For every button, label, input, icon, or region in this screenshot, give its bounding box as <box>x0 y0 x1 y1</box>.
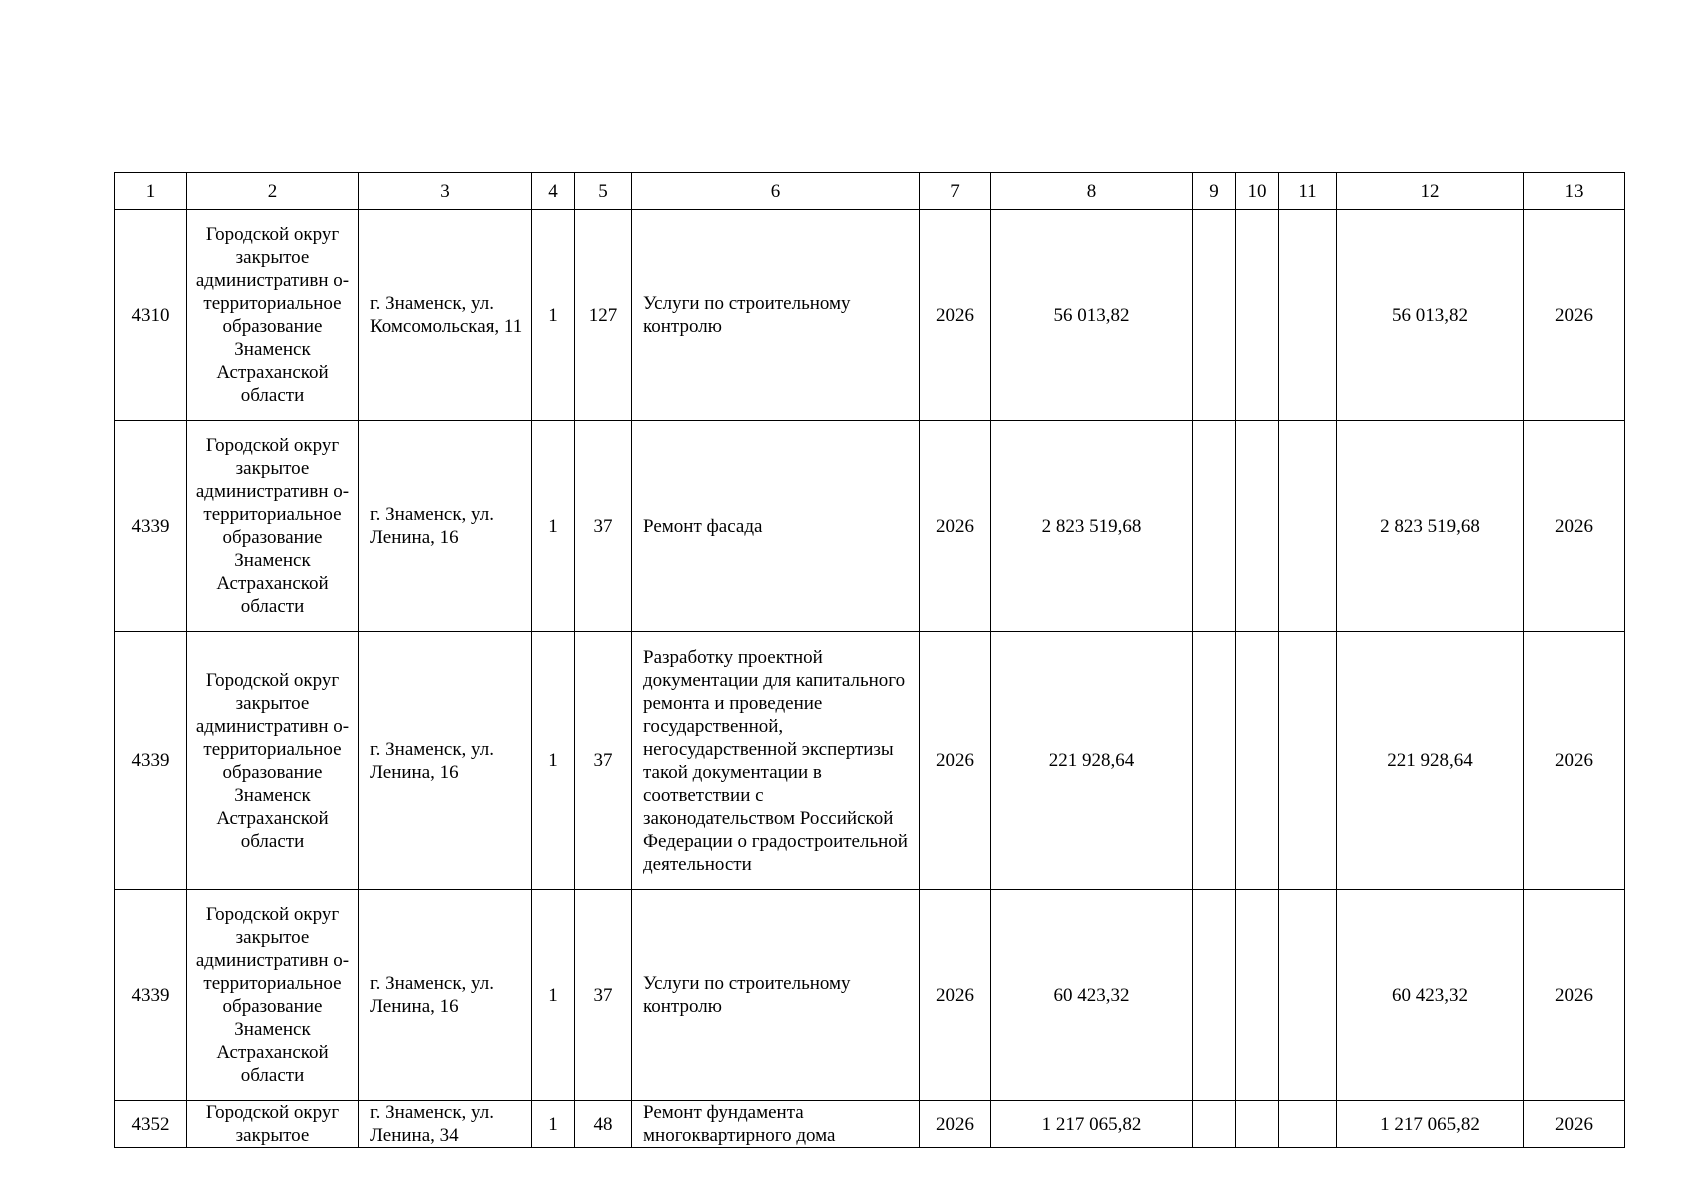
cell-id: 4339 <box>115 632 187 890</box>
cell-year-end: 2026 <box>1524 890 1625 1101</box>
cell-cost: 56 013,82 <box>991 210 1193 421</box>
cell-cost: 2 823 519,68 <box>991 421 1193 632</box>
cell-year: 2026 <box>920 890 991 1101</box>
cell-address: г. Знаменск, ул. Ленина, 16 <box>359 890 532 1101</box>
col-header-11: 11 <box>1279 173 1337 210</box>
col-header-6: 6 <box>632 173 920 210</box>
cell-cost: 221 928,64 <box>991 632 1193 890</box>
col-header-9: 9 <box>1193 173 1236 210</box>
cell-col11 <box>1279 421 1337 632</box>
cell-col5: 37 <box>575 632 632 890</box>
cell-cost: 60 423,32 <box>991 890 1193 1101</box>
cell-col9 <box>1193 1101 1236 1148</box>
cell-col9 <box>1193 421 1236 632</box>
cell-col10 <box>1236 421 1279 632</box>
cell-year-end: 2026 <box>1524 1101 1625 1148</box>
cell-municipality: Городской округ закрытое административн о-территориальное образование Знаменск Астраханской области <box>187 632 359 890</box>
col-header-10: 10 <box>1236 173 1279 210</box>
cell-col9 <box>1193 210 1236 421</box>
col-header-3: 3 <box>359 173 532 210</box>
cell-total: 2 823 519,68 <box>1337 421 1524 632</box>
cell-col11 <box>1279 1101 1337 1148</box>
cell-year: 2026 <box>920 421 991 632</box>
col-header-12: 12 <box>1337 173 1524 210</box>
cell-work-type: Услуги по строительному контролю <box>632 210 920 421</box>
cell-col11 <box>1279 632 1337 890</box>
cell-total: 60 423,32 <box>1337 890 1524 1101</box>
cell-col10 <box>1236 632 1279 890</box>
cell-id: 4352 <box>115 1101 187 1148</box>
col-header-13: 13 <box>1524 173 1625 210</box>
cell-col5: 37 <box>575 890 632 1101</box>
cell-col4: 1 <box>532 632 575 890</box>
col-header-8: 8 <box>991 173 1193 210</box>
cell-year-end: 2026 <box>1524 210 1625 421</box>
cell-col9 <box>1193 890 1236 1101</box>
cell-col10 <box>1236 210 1279 421</box>
table-row <box>115 890 1625 1101</box>
cell-total: 1 217 065,82 <box>1337 1101 1524 1148</box>
cell-address: г. Знаменск, ул. Ленина, 16 <box>359 632 532 890</box>
cell-year: 2026 <box>920 1101 991 1148</box>
cell-id: 4339 <box>115 890 187 1101</box>
cell-col11 <box>1279 210 1337 421</box>
cell-address: г. Знаменск, ул. Ленина, 16 <box>359 421 532 632</box>
cell-year-end: 2026 <box>1524 632 1625 890</box>
cell-id: 4339 <box>115 421 187 632</box>
repair-plan-table <box>114 172 1625 1148</box>
cell-col5: 127 <box>575 210 632 421</box>
table-row <box>115 1101 1625 1148</box>
col-header-1: 1 <box>115 173 187 210</box>
cell-col5: 37 <box>575 421 632 632</box>
cell-cost: 1 217 065,82 <box>991 1101 1193 1148</box>
cell-address: г. Знаменск, ул. Ленина, 34 <box>359 1101 532 1148</box>
cell-col4: 1 <box>532 1101 575 1148</box>
cell-col4: 1 <box>532 890 575 1101</box>
cell-year: 2026 <box>920 210 991 421</box>
cell-municipality: Городской округ закрытое административн о-территориальное образование Знаменск Астраханской области <box>187 890 359 1101</box>
table-row <box>115 632 1625 890</box>
cell-col11 <box>1279 890 1337 1101</box>
cell-work-type: Разработку проектной документации для капитального ремонта и проведение государственной, негосударственной экспертизы такой документации в соответствии с законодательством Российской Федерации о градостроительной деятельности <box>632 632 920 890</box>
cell-municipality: Городской округ закрытое <box>187 1101 359 1148</box>
cell-address: г. Знаменск, ул. Комсомольская, 11 <box>359 210 532 421</box>
cell-total: 56 013,82 <box>1337 210 1524 421</box>
cell-col10 <box>1236 1101 1279 1148</box>
cell-work-type: Услуги по строительному контролю <box>632 890 920 1101</box>
cell-municipality: Городской округ закрытое административн о-территориальное образование Знаменск Астраханской области <box>187 210 359 421</box>
cell-work-type: Ремонт фундамента многоквартирного дома <box>632 1101 920 1148</box>
cell-col10 <box>1236 890 1279 1101</box>
document-page <box>114 172 1625 1148</box>
cell-col9 <box>1193 632 1236 890</box>
header-row <box>115 173 1625 210</box>
cell-id: 4310 <box>115 210 187 421</box>
cell-total: 221 928,64 <box>1337 632 1524 890</box>
cell-municipality: Городской округ закрытое административн о-территориальное образование Знаменск Астраханской области <box>187 421 359 632</box>
table-row <box>115 421 1625 632</box>
cell-year-end: 2026 <box>1524 421 1625 632</box>
cell-col5: 48 <box>575 1101 632 1148</box>
cell-work-type: Ремонт фасада <box>632 421 920 632</box>
col-header-4: 4 <box>532 173 575 210</box>
cell-col4: 1 <box>532 210 575 421</box>
col-header-7: 7 <box>920 173 991 210</box>
table-row <box>115 210 1625 421</box>
col-header-2: 2 <box>187 173 359 210</box>
cell-year: 2026 <box>920 632 991 890</box>
cell-col4: 1 <box>532 421 575 632</box>
col-header-5: 5 <box>575 173 632 210</box>
